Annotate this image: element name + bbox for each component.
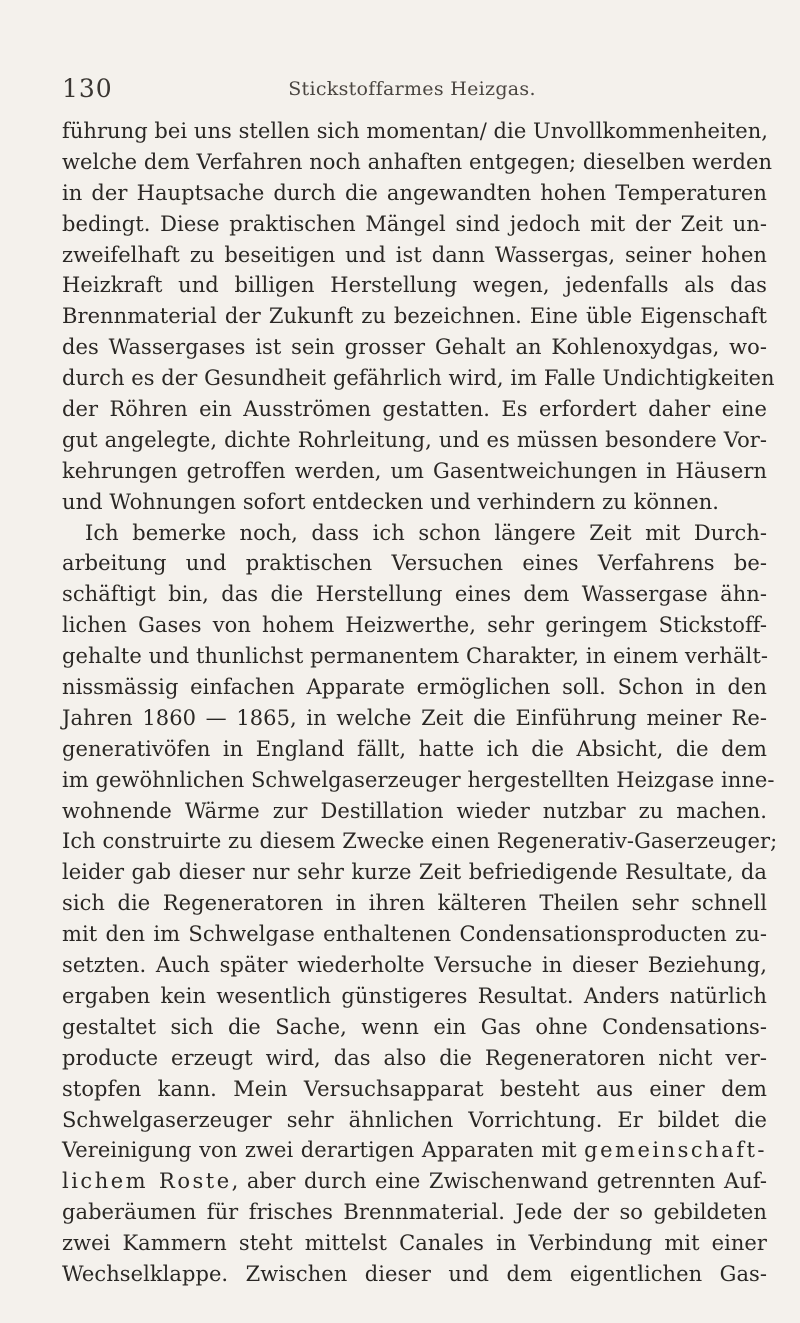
text-line: gehalte und thunlichst permanentem Charakter, in einem verhält- (62, 644, 768, 669)
text-line: Wechselklappe. Zwischen dieser und dem eigentlichen Gas- (62, 1261, 767, 1286)
text-line: des Wassergases ist sein grosser Gehalt an Kohlenoxydgas, wo- (62, 335, 767, 360)
text-line: welche dem Verfahren noch anhaften entgegen; dieselben werden (62, 149, 773, 174)
body-text (62, 116, 778, 1290)
text-line: mit den im Schwelgase enthaltenen Condensationsproducten zu- (62, 922, 767, 947)
text-line: der Röhren ein Ausströmen gestatten. Es erfordert daher eine (62, 397, 767, 422)
emphasized-text: gemeinschaft- (584, 1138, 767, 1163)
text-line: wohnende Wärme zur Destillation wieder nutzbar zu machen. (62, 798, 767, 823)
text-run: , aber durch eine Zwischenwand getrennten Auf- (231, 1169, 767, 1194)
text-line: arbeitung und praktischen Versuchen eines Verfahrens be- (62, 551, 767, 576)
text-line: gaberäumen für frisches Brennmaterial. Jede der so gebildeten (62, 1200, 767, 1225)
text-line: Jahren 1860 — 1865, in welche Zeit die Einführung meiner Re- (62, 705, 767, 730)
text-line: zwei Kammern steht mittelst Canales in Verbindung mit einer (62, 1231, 767, 1256)
page-header (62, 74, 762, 110)
text-line: lichen Gases von hohem Heizwerthe, sehr geringem Stickstoff- (62, 613, 767, 638)
text-line: durch es der Gesundheit gefährlich wird, im Falle Undichtigkeiten (62, 366, 775, 391)
text-line: Brennmaterial der Zukunft zu bezeichnen. Eine üble Eigenschaft (62, 304, 767, 329)
text-line: sich die Regeneratoren in ihren kälteren Theilen sehr schnell (62, 891, 767, 916)
text-line: leider gab dieser nur sehr kurze Zeit befriedigende Resultate, da (62, 860, 767, 885)
text-line: führung bei uns stellen sich momentan/ die Unvollkommenheiten, (62, 119, 769, 143)
page-number: 130 (62, 74, 113, 103)
text-line: setzten. Auch später wiederholte Versuche in dieser Beziehung, (62, 953, 767, 978)
text-line: Ich bemerke noch, dass ich schon längere Zeit mit Durch- (85, 520, 767, 545)
text-line: schäftigt bin, das die Herstellung eines dem Wassergase ähn- (62, 582, 767, 607)
text-line: nissmässig einfachen Apparate ermöglichen soll. Schon in den (62, 675, 767, 700)
text-line: in der Hauptsache durch die angewandten hohen Temperaturen (62, 180, 767, 205)
text-line: stopfen kann. Mein Versuchsapparat besteht aus einer dem (62, 1076, 767, 1101)
text-line: im gewöhnlichen Schwelgaserzeuger hergestellten Heizgase inne- (62, 767, 775, 792)
text-line: Heizkraft und billigen Herstellung wegen, jedenfalls als das (62, 273, 767, 298)
text-line: und Wohnungen sofort entdecken und verhindern zu können. (62, 489, 719, 514)
text-line: ergaben kein wesentlich günstigeres Resultat. Anders natürlich (62, 983, 767, 1008)
text-line: gestaltet sich die Sache, wenn ein Gas ohne Condensations- (62, 1014, 767, 1039)
text-line: Schwelgaserzeuger sehr ähnlichen Vorrichtung. Er bildet die (62, 1107, 767, 1132)
running-head: Stickstoffarmes Heizgas. (288, 78, 536, 100)
text-run: Vereinigung von zwei derartigen Apparaten mit (62, 1138, 585, 1163)
text-line: gut angelegte, dichte Rohrleitung, und es müssen besondere Vor- (62, 427, 767, 452)
text-line: producte erzeugt wird, das also die Regeneratoren nicht ver- (62, 1045, 767, 1070)
text-line: bedingt. Diese praktischen Mängel sind jedoch mit der Zeit un- (62, 211, 767, 236)
text-line: zweifelhaft zu beseitigen und ist dann Wassergas, seiner hohen (62, 242, 767, 267)
text-line (62, 1135, 767, 1166)
emphasized-text: lichem Roste (62, 1169, 232, 1194)
text-line: generativöfen in England fällt, hatte ich die Absicht, die dem (62, 736, 767, 761)
text-line: kehrungen getroffen werden, um Gasentweichungen in Häusern (62, 458, 767, 483)
text-line (62, 1166, 767, 1197)
text-line: Ich construirte zu diesem Zwecke einen Regenerativ-Gaserzeuger; (62, 829, 778, 854)
